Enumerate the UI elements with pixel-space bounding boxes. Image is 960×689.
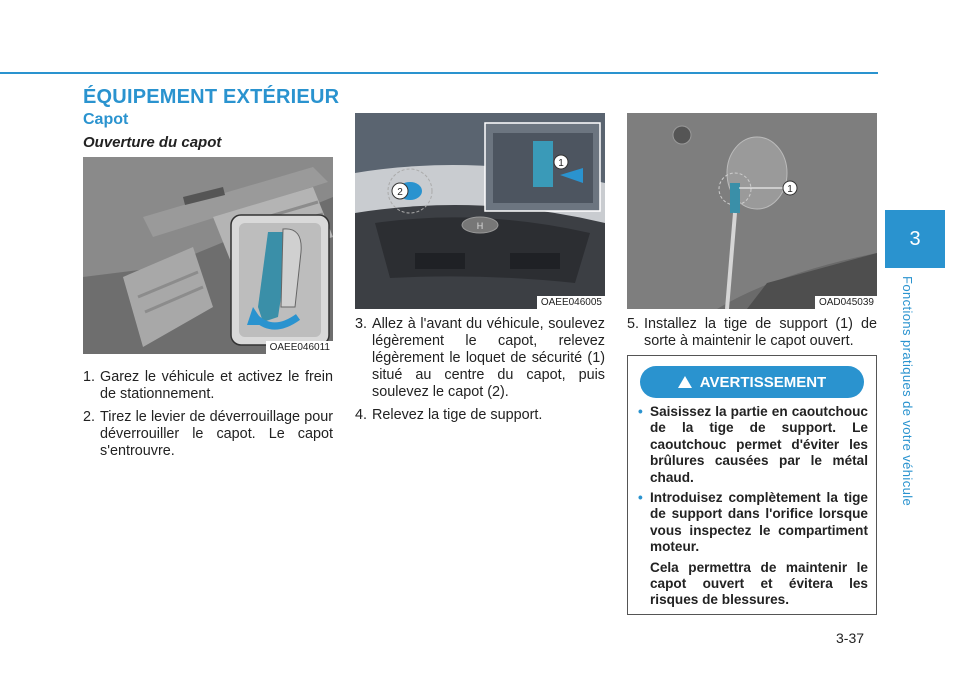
step-number: 3. xyxy=(355,316,368,332)
warning-note: Cela permettra de maintenir le capot ouvert et évitera les risques de blessures. xyxy=(650,559,868,608)
step-item xyxy=(83,369,333,403)
vehicle-front-illustration xyxy=(355,113,605,309)
step-number: 1. xyxy=(83,369,96,385)
bullet-dot-icon: • xyxy=(638,404,643,419)
step-item xyxy=(355,316,605,401)
steps-column-1 xyxy=(83,369,333,466)
callout-1: 1 xyxy=(787,184,793,195)
callout-1: 1 xyxy=(558,158,564,169)
steps-column-2 xyxy=(355,316,605,430)
section-title: ÉQUIPEMENT EXTÉRIEUR xyxy=(83,86,340,108)
step-text: Relevez la tige de support. xyxy=(372,407,543,423)
step-text: Allez à l'avant du véhicule, soulevez légèrement le capot, relevez légèrement le loquet de sécurité (1) situé au centre du capot, puis soulevez le capot (2). xyxy=(372,316,605,400)
hood-release-lever-illustration xyxy=(83,157,333,354)
warning-icon xyxy=(678,376,692,388)
step-number: 4. xyxy=(355,407,368,423)
step-number: 2. xyxy=(83,409,96,425)
warning-box xyxy=(627,355,877,615)
step-text: Tirez le levier de déverrouillage pour déverrouiller le capot. Le capot s'entrouvre. xyxy=(100,409,333,459)
subsection-title: Capot xyxy=(83,111,129,128)
chapter-tab xyxy=(885,210,945,268)
svg-text:H: H xyxy=(476,221,484,231)
step-item xyxy=(83,409,333,460)
step-item xyxy=(627,316,877,350)
warning-header xyxy=(640,366,864,398)
warning-bullet xyxy=(638,490,868,556)
figure-code: OAEE046011 xyxy=(266,341,333,354)
top-rule xyxy=(0,72,878,74)
warning-bullet-text: Introduisez complètement la tige de support dans l'orifice lorsque vous inspectez le compartiment moteur. xyxy=(650,490,868,555)
figure-support-rod xyxy=(627,113,877,309)
steps-column-3 xyxy=(627,316,877,356)
figure-hood-release-lever xyxy=(83,157,333,354)
step-item xyxy=(355,407,605,424)
warning-bullet xyxy=(638,404,868,486)
page-number: 3-37 xyxy=(836,630,865,646)
topic-heading: Ouverture du capot xyxy=(83,134,222,151)
figure-code: OAD045039 xyxy=(815,296,877,309)
figure-code: OAEE046005 xyxy=(537,296,605,309)
bullet-dot-icon: • xyxy=(638,490,643,506)
figure-hood-safety-latch xyxy=(355,113,605,309)
step-number: 5. xyxy=(627,316,640,332)
warning-bullet-text: Saisissez la partie en caoutchouc de la tige de support. Le caoutchouc permet d'éviter les brûlures causées par le métal chaud. xyxy=(650,404,868,485)
chapter-number: 3 xyxy=(909,227,921,250)
support-rod-illustration xyxy=(627,113,877,309)
warning-body xyxy=(638,404,868,609)
step-text: Garez le véhicule et activez le frein de stationnement. xyxy=(100,369,333,402)
callout-2: 2 xyxy=(397,187,403,198)
step-text: Installez la tige de support (1) de sorte à maintenir le capot ouvert. xyxy=(644,316,877,349)
warning-title: AVERTISSEMENT xyxy=(699,373,827,391)
chapter-label: Fonctions pratiques de votre véhicule xyxy=(900,276,915,507)
